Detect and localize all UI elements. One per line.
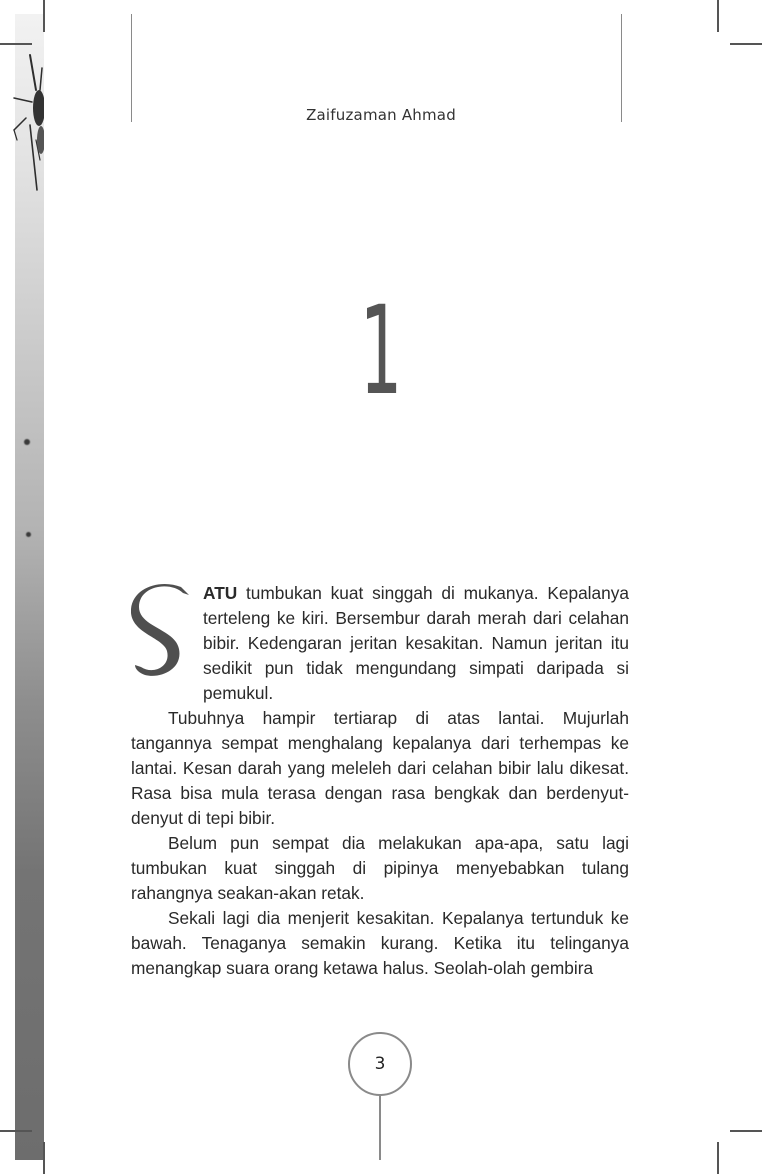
drop-cap-s (131, 583, 193, 683)
page-number-badge (348, 1032, 412, 1096)
page-number: 3 (374, 1054, 386, 1074)
crop-mark-top-left-h (0, 43, 32, 45)
crop-mark-bottom-left-h (0, 1130, 32, 1132)
paragraph (131, 581, 629, 706)
crop-mark-bottom-right-v (717, 1142, 719, 1174)
strip-spot (26, 532, 31, 537)
page-number-stem (379, 1096, 381, 1160)
running-header-author: Zaifuzaman Ahmad (306, 106, 456, 124)
paragraph-text: tumbukan kuat singgah di mukanya. Kepalanya terteleng ke kiri. Bersembur darah merah dari celahan bibir. Kedengaran jeritan kesakitan. Namun jeritan itu sedikit pun tidak mengundang simpati daripada si pemukul. (203, 583, 629, 703)
paragraph: Sekali lagi dia menjerit kesakitan. Kepalanya tertunduk ke bawah. Tenaganya semakin kurang. Ketika itu telinganya menangkap suara orang ketawa halus. Seolah-olah gembira (131, 908, 629, 978)
crop-mark-top-left-v (43, 0, 45, 32)
brush-s-icon (131, 583, 193, 683)
crop-mark-top-right-h (730, 43, 762, 45)
chapter-number: 1 (359, 280, 403, 422)
chapter-body (131, 581, 629, 981)
crop-mark-top-right-v (717, 0, 719, 32)
lead-word: ATU (203, 583, 238, 603)
crop-mark-bottom-right-h (730, 1130, 762, 1132)
strip-spot (24, 439, 30, 445)
paragraph: Tubuhnya hampir tertiarap di atas lantai. Mujurlah tangannya sempat menghalang kepalanya dari terhempas ke lantai. Kesan darah yang meleleh dari celahan bibir lalu dikesat. Rasa bisa mula terasa dengan rasa bengkak dan berdenyut-denyut di tepi bibir. (131, 708, 629, 828)
crop-mark-bottom-left-v (43, 1142, 45, 1174)
paragraph: Belum pun sempat dia melakukan apa-apa, satu lagi tumbukan kuat singgah di pipinya menyebabkan tulang rahangnya seakan-akan retak. (131, 833, 629, 903)
